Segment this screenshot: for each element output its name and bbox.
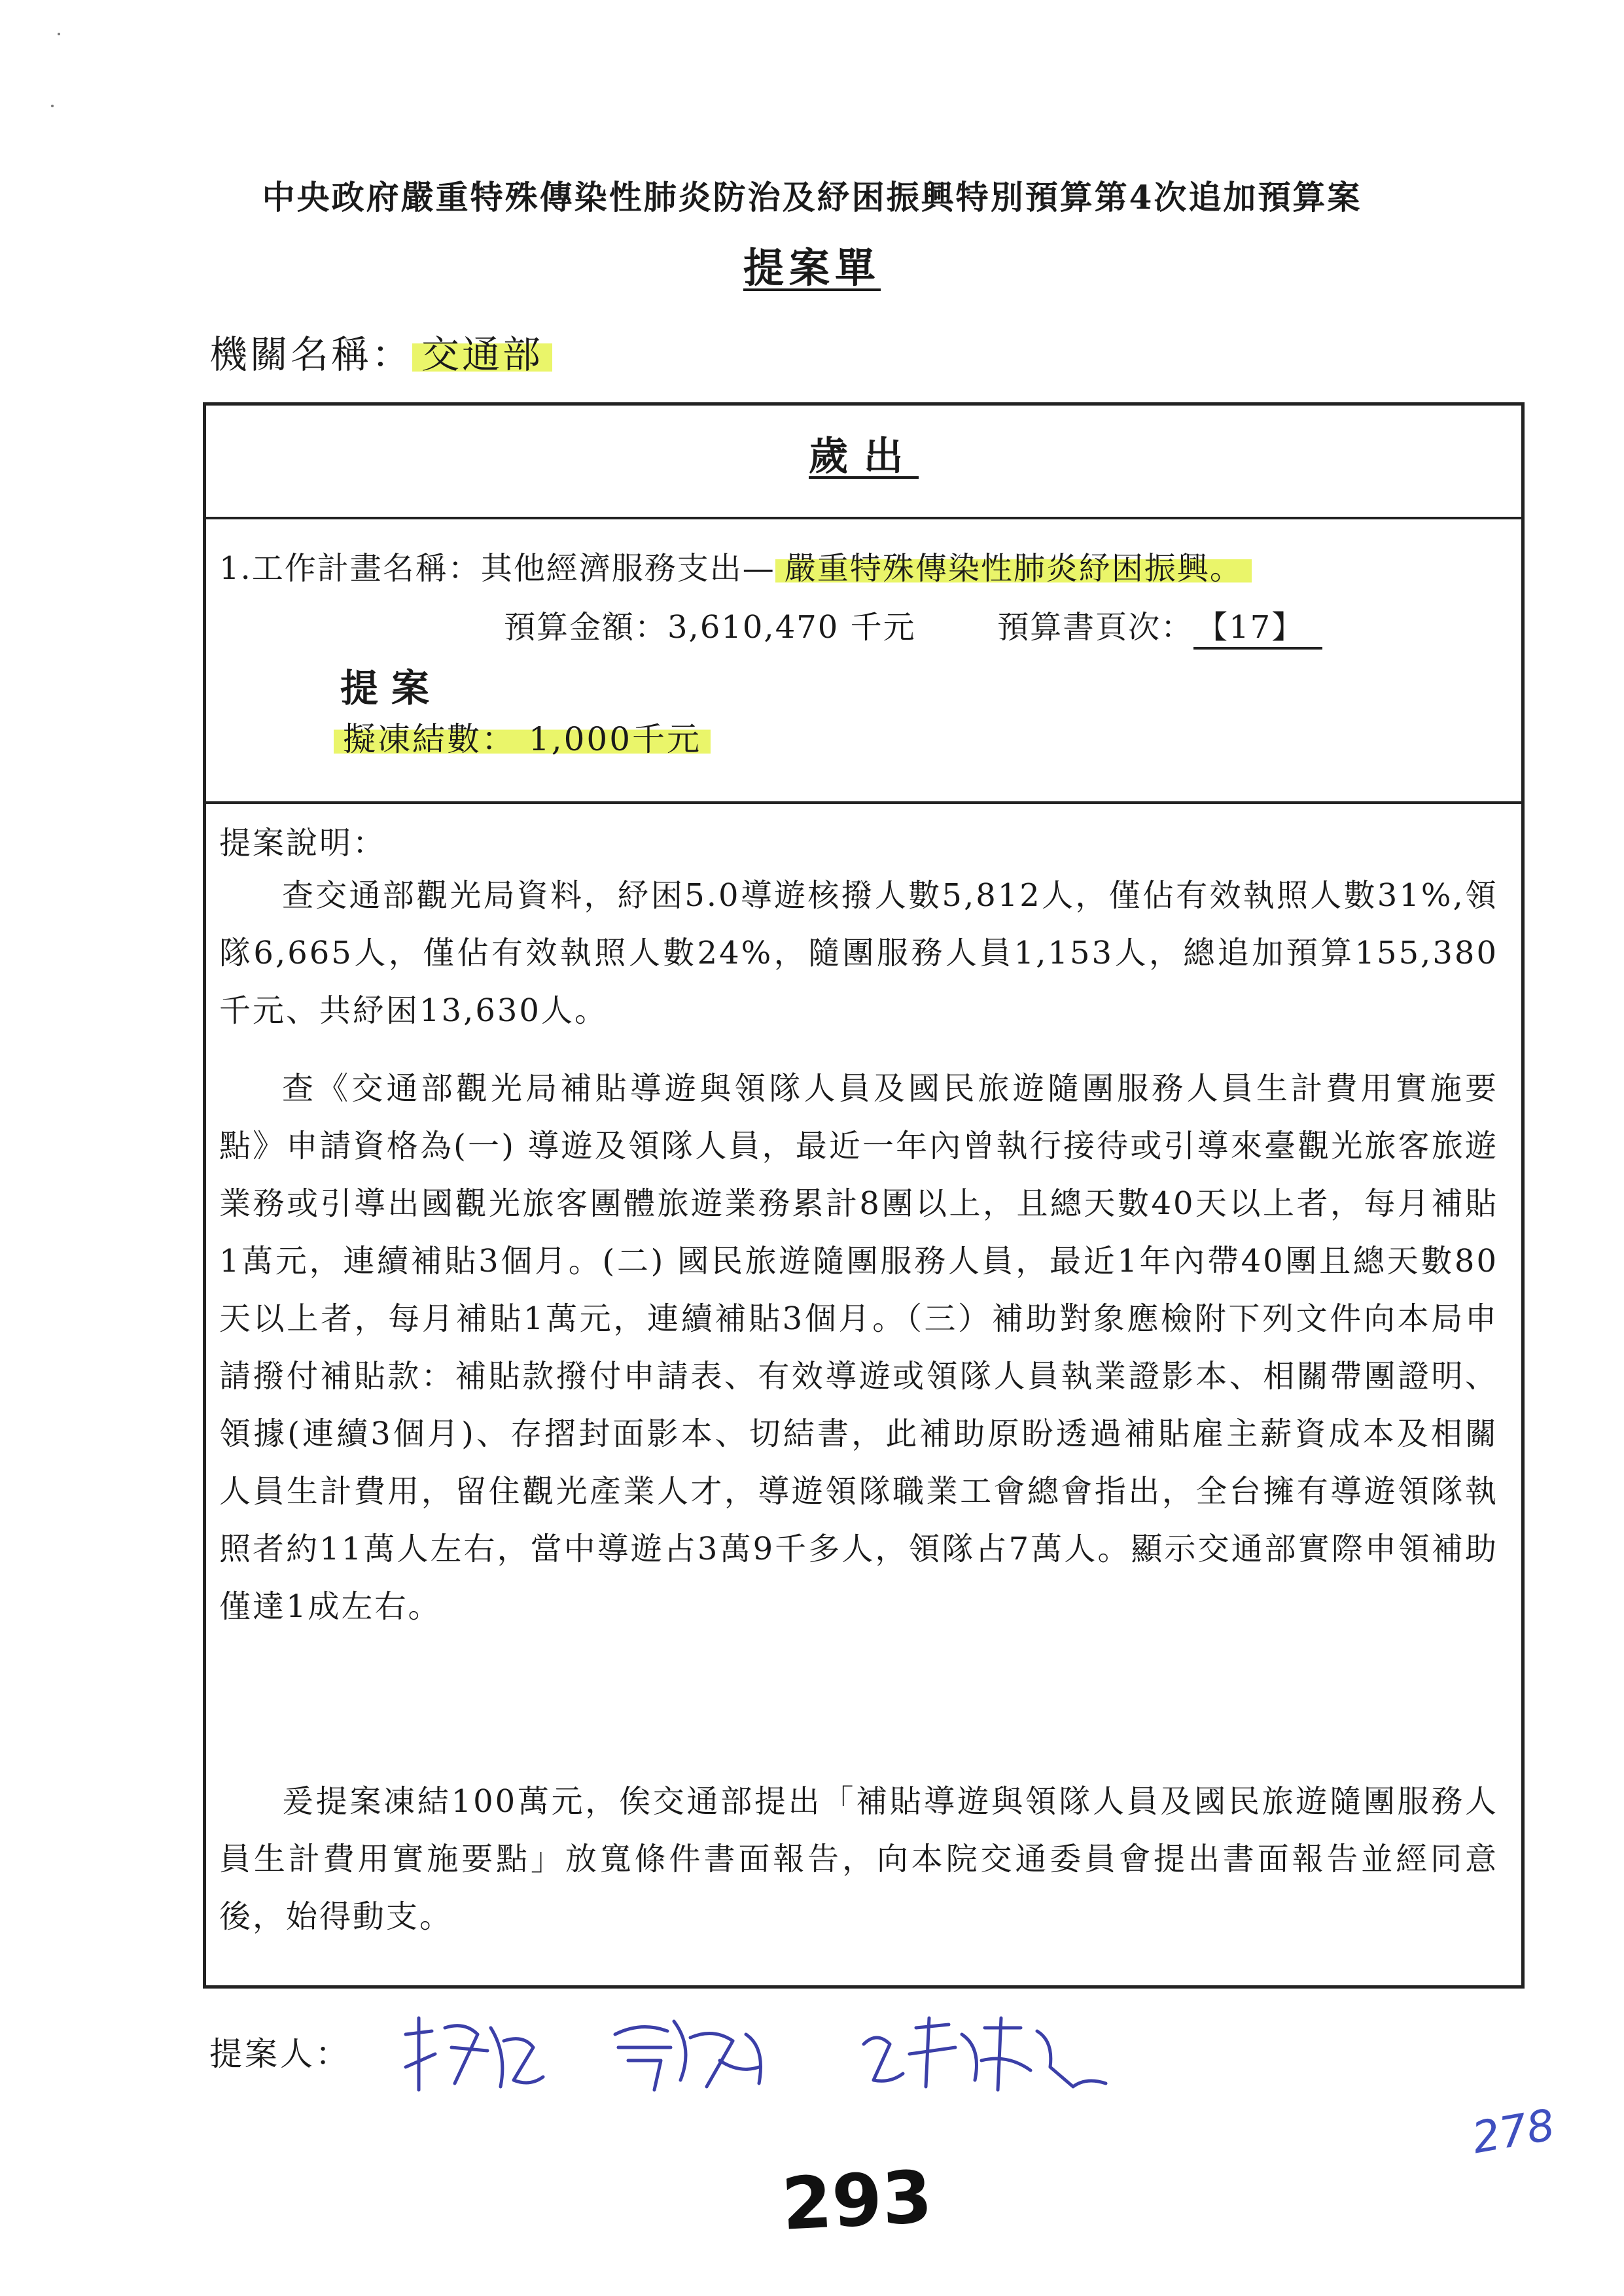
signature-2: [615, 2021, 761, 2090]
section-heading: 歲出: [809, 434, 919, 479]
signature-3: [864, 2018, 1106, 2090]
row-divider-2: [203, 801, 1525, 804]
budget-unit: 千元: [850, 609, 916, 646]
document-subtitle: 提案單: [743, 244, 881, 292]
freeze-label: 擬凍結數：: [343, 720, 516, 758]
scan-speck: [51, 105, 54, 107]
description-label: 提案說明：: [219, 825, 387, 861]
row-divider-1: [203, 517, 1525, 519]
signatures: [393, 2008, 1165, 2106]
page-label: 預算書頁次：: [997, 609, 1194, 646]
agency-label: 機關名稱：: [209, 332, 413, 377]
freeze-amount: 1,000: [528, 720, 633, 758]
proposal-heading: 提案: [340, 666, 443, 710]
description-paragraph: 查《交通部觀光局補貼導遊與領隊人員及國民旅遊隨團服務人員生計費用實施要點》申請資格為(一) 導遊及領隊人員，最近一年內曾執行接待或引導來臺觀光旅客旅遊業務或引導出國觀光旅客團體旅遊業務累計8團以上，且總天數40天以上者，每月補貼1萬元，連續補貼3個月。(二) 國民旅遊隨團服務人員，最近1年內帶40團且總天數80天以上者，每月補貼1萬元，連續補貼3個月。（三）補助對象應檢附下列文件向本局申請撥付補貼款：補貼款撥付申請表、有效導遊或領隊人員執業證影本、相關帶團證明、領據(連續3個月)、存摺封面影本、切結書，此補助原盼透過補貼雇主薪資成本及相關人員生計費用，留住觀光產業人才，導遊領隊職業工會總會指出，全台擁有導遊領隊執照者約11萬人左右，當中導遊占3萬9千多人，領隊占7萬人。顯示交通部實際申領補助僅達1成左右。: [219, 1070, 1498, 1625]
budget-label: 預算金額：: [504, 609, 668, 646]
freeze-line: [334, 713, 711, 760]
freeze-highlight: [334, 720, 711, 758]
document-title: 中央政府嚴重特殊傳染性肺炎防治及紓困振興特別預算第4次追加預算案: [262, 178, 1362, 217]
work-plan-name: 嚴重特殊傳染性肺炎紓困振興。: [775, 550, 1252, 587]
work-plan-prefix: 1.工作計畫名稱：其他經濟服務支出—: [219, 550, 775, 587]
scan-speck: [58, 33, 60, 35]
description-paragraph: 爰提案凍結100萬元，俟交通部提出「補貼導遊與領隊人員及國民旅遊隨團服務人員生計費用實施要點」放寬條件書面報告，向本院交通委員會提出書面報告並經同意後，始得動支。: [219, 1783, 1498, 1935]
description-paragraph: 查交通部觀光局資料，紓困5.0導遊核撥人數5,812人，僅佔有效執照人數31%,領隊6,665人，僅佔有效執照人數24%，隨團服務人員1,153人，總追加預算155,380千元、共紓困13,630人。: [219, 877, 1498, 1029]
work-plan-line: [219, 543, 1252, 588]
budget-line: [504, 602, 1322, 647]
agency-line: [209, 324, 552, 379]
freeze-unit: 千元: [632, 720, 702, 758]
agency-name: 交通部: [412, 332, 552, 377]
stamped-page-number: 278: [1468, 2099, 1559, 2164]
signature-1: [406, 2018, 543, 2090]
budget-amount: 3,610,470: [667, 609, 839, 646]
handwritten-page-number: 293: [779, 2155, 934, 2246]
page-ref: 【17】: [1193, 609, 1322, 650]
proposer-label: 提案人：: [209, 2035, 351, 2073]
